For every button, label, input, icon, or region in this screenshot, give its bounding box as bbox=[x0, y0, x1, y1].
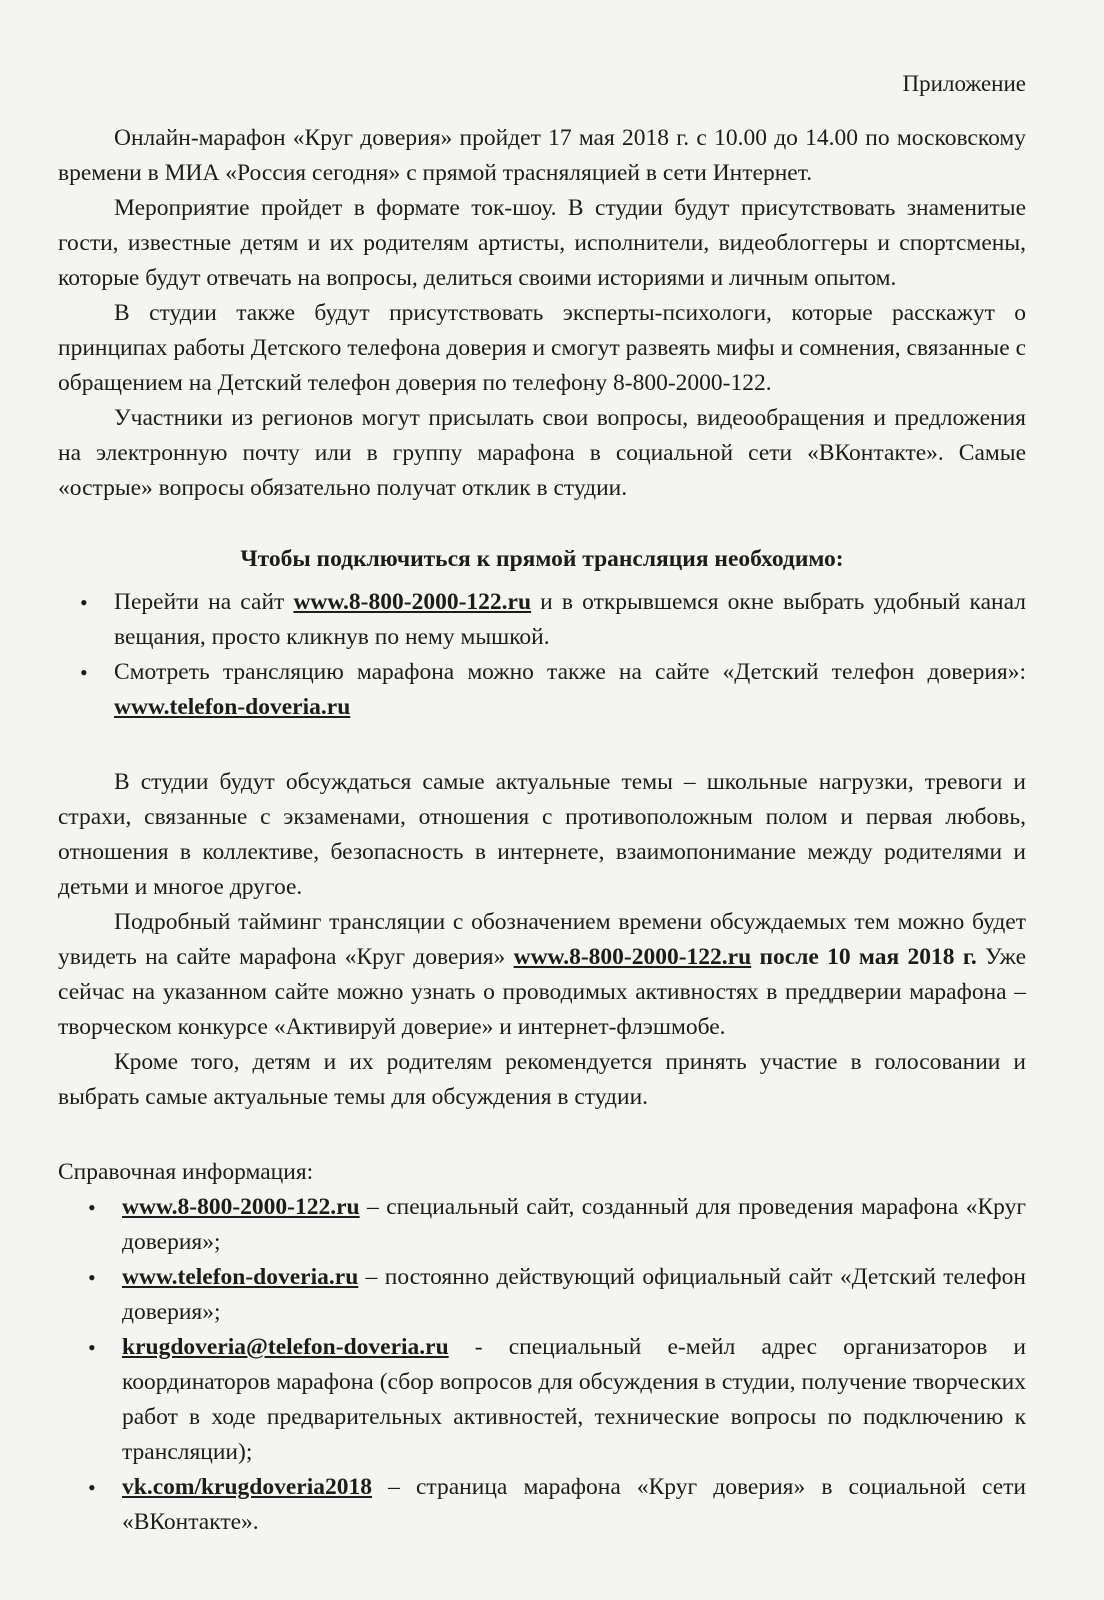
marathon-site-link[interactable]: www.8-800-2000-122.ru bbox=[513, 944, 752, 970]
reference-text: – специальный сайт, созданный для проведения марафона «Круг доверия»; bbox=[122, 1194, 1026, 1255]
topics-paragraph-2 bbox=[58, 905, 1026, 1045]
connect-item-1-text-post: и в открывшемся окне выбрать удобный канал вещания, просто кликнув по нему мышкой. bbox=[114, 589, 1026, 650]
intro-paragraph-1: Онлайн-марафон «Круг доверия» пройдет 17 мая 2018 г. с 10.00 до 14.00 по московскому времени в МИА «Россия сегодня» с прямой трасняляцией в сети Интернет. bbox=[58, 125, 1026, 186]
topics-p2-date: после 10 мая 2018 г. bbox=[751, 944, 977, 970]
connect-item-site bbox=[58, 585, 1026, 655]
connect-heading: Чтобы подключиться к прямой трансляция необходимо: bbox=[240, 546, 844, 572]
reference-list bbox=[58, 1190, 1026, 1540]
topics-paragraph-3: Кроме того, детям и их родителям рекомендуется принять участие в голосовании и выбрать самые актуальные темы для обсуждения в студии. bbox=[58, 1049, 1026, 1110]
topics-paragraph-1: В студии будут обсуждаться самые актуальные темы – школьные нагрузки, тревоги и страхи, связанные с экзаменами, отношения с противоположным полом и первая любовь, отношения в коллективе, безопасность в интернете, взаимопонимание между родителями и детьми и многое другое. bbox=[58, 769, 1026, 900]
appendix-label: Приложение bbox=[902, 71, 1026, 96]
connect-item-2-text-pre: Смотреть трансляцию марафона можно также на сайте «Детский телефон доверия»: bbox=[114, 659, 1026, 685]
reference-text: - специальный е-мейл адрес организаторов и координаторов марафона (сбор вопросов для обсуждения в студии, получение творческих работ в ходе предварительных активностей, технические вопросы по подключению к трансляции); bbox=[122, 1334, 1026, 1465]
reference-item bbox=[58, 1260, 1026, 1330]
reference-link-vk[interactable]: vk.com/krugdoveria2018 bbox=[122, 1474, 373, 1500]
topics-p2-text-post: Уже сейчас на указанном сайте можно узнать о проводимых активностях в преддверии марафона – творческом конкурсе «Активируй доверие» и интернет-флэшмобе. bbox=[58, 944, 1027, 1040]
helpline-site-link[interactable]: www.telefon-doveria.ru bbox=[114, 694, 351, 720]
reference-link-email[interactable]: krugdoveria@telefon-doveria.ru bbox=[122, 1334, 449, 1360]
connect-list bbox=[58, 585, 1026, 725]
intro-paragraph-4: Участники из регионов могут присылать свои вопросы, видеообращения и предложения на электронную почту или в группу марафона в социальной сети «ВКонтакте». Самые «острые» вопросы обязательно получат отклик в студии. bbox=[58, 405, 1026, 501]
reference-item bbox=[58, 1330, 1026, 1470]
intro-paragraph-3: В студии также будут присутствовать эксперты-психологи, которые расскажут о принципах работы Детского телефона доверия и смогут развеять мифы и сомнения, связанные с обращением на Детский телефон доверия по телефону 8-800-2000-122. bbox=[58, 300, 1026, 396]
connect-item-helpline bbox=[58, 655, 1026, 725]
reference-item bbox=[58, 1470, 1026, 1540]
reference-text: – страница марафона «Круг доверия» в социальной сети «ВКонтакте». bbox=[122, 1474, 1026, 1535]
reference-link-helpline[interactable]: www.telefon-doveria.ru bbox=[122, 1264, 359, 1290]
hotline-site-link[interactable]: www.8-800-2000-122.ru bbox=[293, 589, 532, 615]
reference-item bbox=[58, 1190, 1026, 1260]
reference-title: Справочная информация: bbox=[58, 1159, 314, 1185]
intro-paragraph-2: Мероприятие пройдет в формате ток-шоу. В студии будут присутствовать знаменитые гости, известные детям и их родителям артисты, исполнители, видеоблоггеры и спортсмены, которые будут отвечать на вопросы, делиться своими историями и личным опытом. bbox=[58, 195, 1026, 291]
reference-text: – постоянно действующий официальный сайт «Детский телефон доверия»; bbox=[122, 1264, 1026, 1325]
connect-item-1-text-pre: Перейти на сайт bbox=[114, 589, 294, 615]
topics-p2-text-pre: Подробный тайминг трансляции с обозначением времени обсуждаемых тем можно будет увидеть на сайте марафона «Круг доверия» bbox=[58, 909, 1026, 970]
reference-link-marathon[interactable]: www.8-800-2000-122.ru bbox=[122, 1194, 360, 1220]
